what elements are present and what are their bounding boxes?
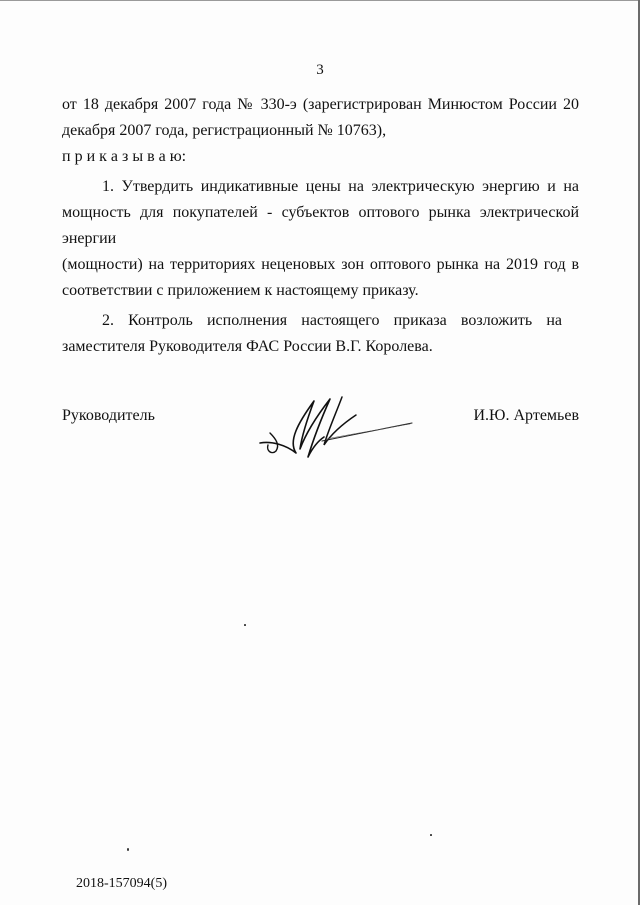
item-1-line-2: мощность для покупателей - субъектов оптового рынка электрической энергии <box>62 204 579 247</box>
order-word-text: п р и к а з ы в а ю: <box>62 148 187 165</box>
item-2-line-1: 2. Контроль исполнения настоящего приказа возложить на <box>102 312 562 329</box>
scan-speck <box>244 624 246 626</box>
document-registration-number: 2018-157094(5) <box>76 876 167 891</box>
intro-paragraph <box>62 92 579 144</box>
scan-speck <box>430 834 432 836</box>
signatory-title: Руководитель <box>62 407 155 424</box>
signatory-name: И.Ю. Артемьев <box>473 407 579 424</box>
item-2-line-2: заместителя Руководителя ФАС России В.Г. Королева. <box>62 338 433 355</box>
intro-line-2: декабря 2007 года, регистрационный № 10763), <box>62 122 387 139</box>
item-1-paragraph <box>62 174 579 304</box>
item-1-line-4: соответствии с приложением к настоящему приказу. <box>62 282 419 299</box>
order-word <box>62 144 579 170</box>
handwritten-signature <box>252 393 422 473</box>
document-body <box>62 92 579 360</box>
intro-line-1: от 18 декабря 2007 года № 330-э (зарегистрирован Минюстом России 20 <box>62 96 579 113</box>
item-1-line-1: 1. Утвердить индикативные цены на электрическую энергию и на <box>102 178 579 195</box>
item-2-paragraph <box>62 308 579 360</box>
scan-speck <box>127 848 129 851</box>
scan-edge-top <box>0 0 640 1</box>
item-1-line-3: (мощности) на территориях неценовых зон оптового рынка на 2019 год в <box>62 256 579 273</box>
page-number: 3 <box>316 62 324 78</box>
signature-row <box>62 405 579 485</box>
